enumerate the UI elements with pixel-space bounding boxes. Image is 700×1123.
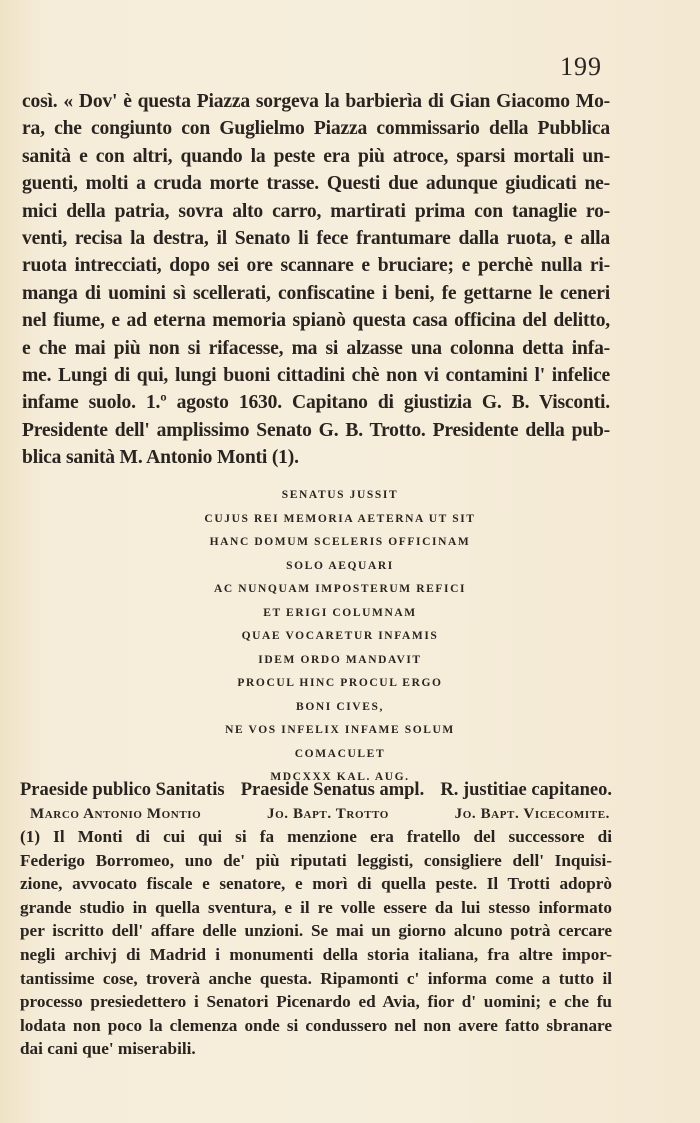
body-line: sanità e con altri, quando la peste era più atroce, sparsi mortali un- <box>22 145 610 167</box>
signature-names <box>30 806 610 823</box>
footnote-line: zione, avvocato fiscale e senatore, e morì di quella peste. Il Trotti adoprò <box>20 874 612 894</box>
signature-name: Jo. Bapt. Trotto <box>267 806 389 822</box>
inscription-line: AC NUNQUAM IMPOSTERUM REFICI <box>213 583 467 595</box>
latin-inscription <box>130 484 550 790</box>
signature-label: R. justitiae capitaneo. <box>440 780 612 800</box>
inscription-line: BONI CIVES, <box>296 700 384 713</box>
inscription-line: SOLO AEQUARI <box>286 559 394 572</box>
inscription-line: PROCUL HINC PROCUL ERGO <box>237 677 443 689</box>
body-line: venti, recisa la destra, il Senato li fece frantumare dalla ruota, e alla <box>22 228 610 250</box>
body-line: e che mai più non si rifacesse, ma si alzasse una colonna detta infa- <box>22 337 610 359</box>
body-line: infame suolo. 1.º agosto 1630. Capitano di giustizia G. B. Visconti. <box>22 392 610 414</box>
footnote-line: dai cani que' miserabili. <box>20 1039 196 1059</box>
footnote-line: per iscritto dell' affare delle unzioni. Se mai un giorno alcuno potrà cercare <box>20 921 612 941</box>
body-line: mici della patria, sovra alto carro, martirati prima con tanaglie ro- <box>22 200 610 222</box>
signature-name: Marco Antonio Montio <box>30 806 202 822</box>
body-text <box>22 88 610 472</box>
body-line: blica sanità M. Antonio Monti (1). <box>22 447 299 469</box>
body-line: nel fiume, e ad eterna memoria spianò questa casa officina del delitto, <box>22 310 610 332</box>
body-line: ra, che congiunto con Guglielmo Piazza commissario della Pubblica <box>22 118 610 140</box>
inscription-line: QUAE VOCARETUR INFAMIS <box>241 630 439 642</box>
signature-label: Praeside publico Sanitatis <box>20 780 225 800</box>
inscription-line: CUJUS REI MEMORIA AETERNA UT SIT <box>204 512 476 525</box>
footnote-line: Federigo Borromeo, uno de' più riputati leggisti, consigliere dell' Inquisi- <box>20 850 612 870</box>
footnote-line: (1) Il Monti di cui qui si fa menzione era fratello del successore di <box>20 827 612 846</box>
inscription-line: NE VOS INFELIX INFAME SOLUM <box>225 724 455 736</box>
inscription-line: MDCXXX KAL. AUG. <box>270 771 410 783</box>
inscription-line: ET ERIGI COLUMNAM <box>263 606 417 619</box>
signature-labels <box>20 780 612 801</box>
signature-name: Jo. Bapt. Vicecomite. <box>454 806 610 822</box>
footnote-line: negli archivj di Madrid i monumenti della storia italiana, fra altre impor- <box>20 944 612 964</box>
signature-label: Praeside Senatus ampl. <box>240 780 425 800</box>
footnote-line: tantissime cose, troverà anche questa. Ripamonti c' informa come a tutto il <box>20 968 612 988</box>
inscription-line: SENATUS JUSSIT <box>281 489 399 501</box>
body-line: manga di uomini sì scellerati, confiscatine i beni, fe gettarne le ceneri <box>22 282 610 304</box>
body-line: così. « Dov' è questa Piazza sorgeva la barbierìa di Gian Giacomo Mo- <box>22 91 610 112</box>
inscription-line: HANC DOMUM SCELERIS OFFICINAM <box>209 536 471 548</box>
footnote-line: grande studio in quella sventura, e il re volle essere da lui stesso informato <box>20 897 612 917</box>
body-line: guenti, molti a cruda morte trasse. Questi due adunque giudicati ne- <box>22 173 610 195</box>
footnote <box>20 825 612 1061</box>
body-line: Presidente dell' amplissimo Senato G. B. Trotto. Presidente della pub- <box>22 419 610 441</box>
inscription-line: COMACULET <box>294 747 386 760</box>
body-line: ruota intrecciati, dopo sei ore scannare e bruciare; e perchè nulla ri- <box>22 255 610 277</box>
page-number: 199 <box>560 52 602 81</box>
footnote-line: processo presiedettero i Senatori Picenardo ed Avia, fior d' uomini; e che fu <box>20 992 612 1012</box>
footnote-line: lodata non poco la clemenza onde si condussero nel non avere fatto sbranare <box>20 1015 612 1035</box>
body-line: me. Lungi di qui, lungi buoni cittadini chè non vi contamini l' infelice <box>22 365 610 387</box>
inscription-line: IDEM ORDO MANDAVIT <box>258 653 422 666</box>
